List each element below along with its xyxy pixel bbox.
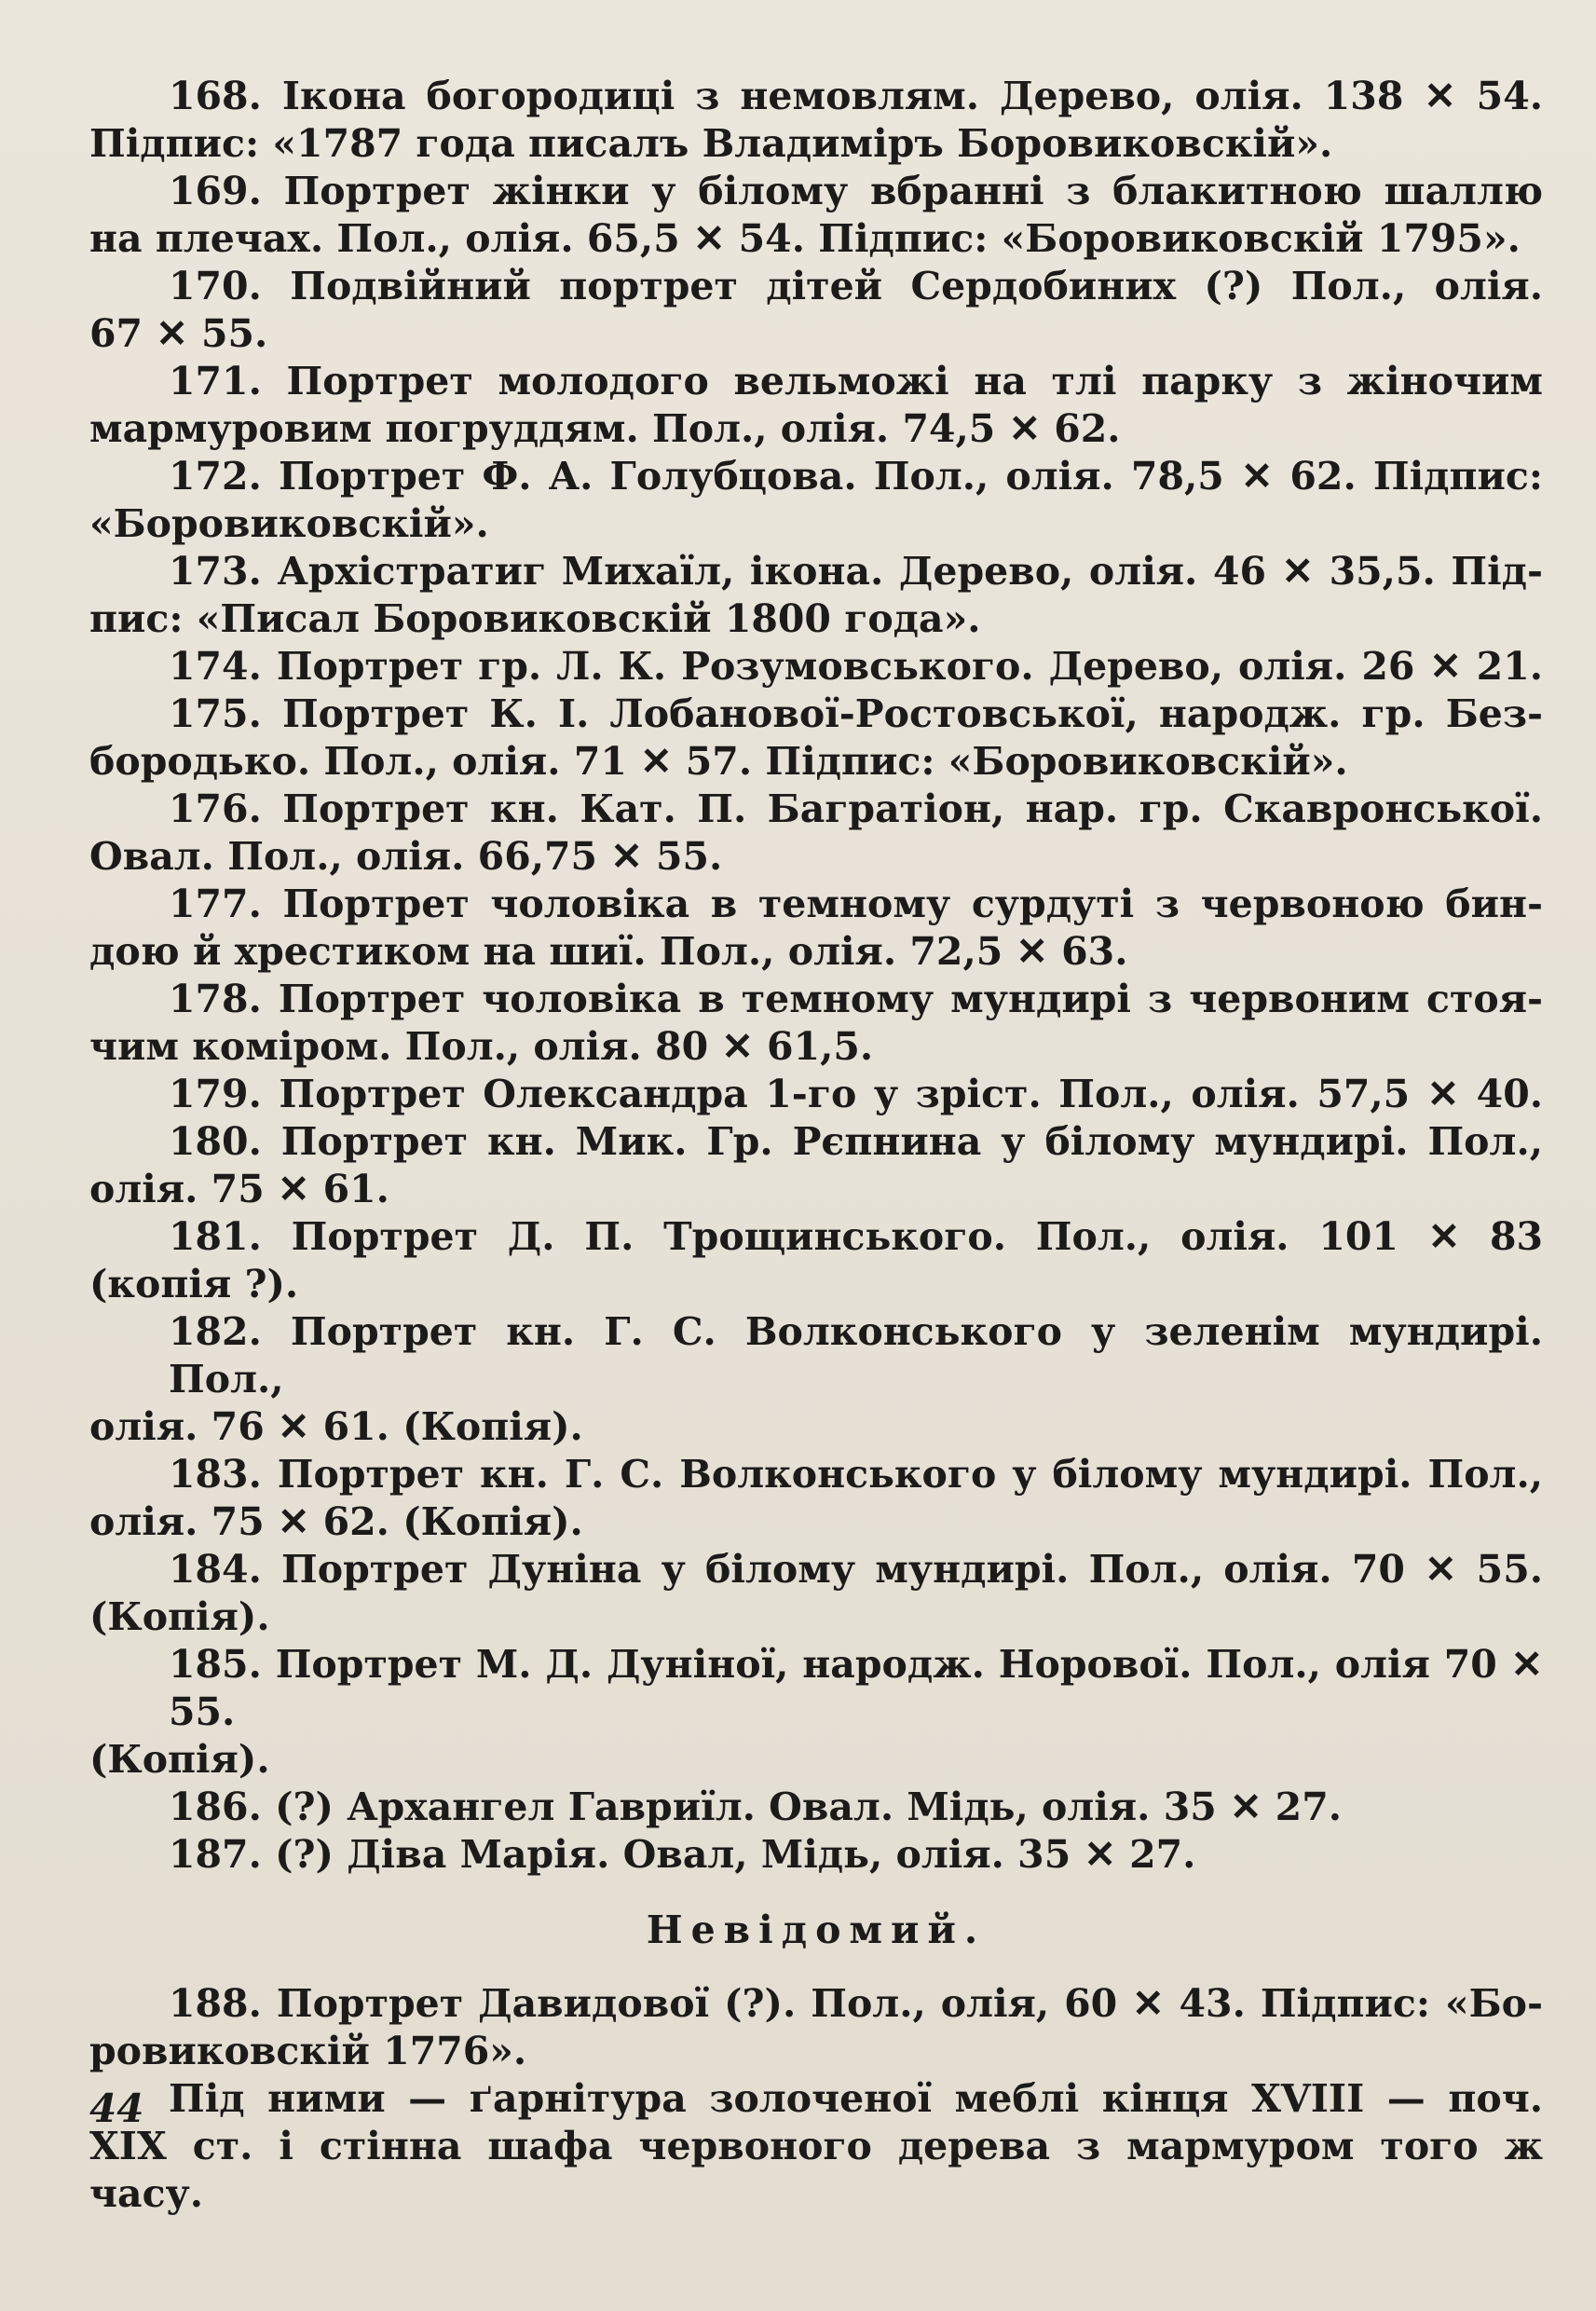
entry-line: 180. Портрет кн. Мик. Гр. Рєпнина у білому мундирі. Пол., bbox=[169, 1119, 1543, 1164]
catalog-entry-186 bbox=[89, 1784, 1543, 1831]
entry-line: 186. (?) Архангел Гавриїл. Овал. Мідь, олія. 35 ✕ 27. bbox=[169, 1785, 1343, 1829]
entry-line: (Копія). bbox=[89, 1737, 270, 1782]
entry-line: 168. Ікона богородиці з немовлям. Дерево, олія. 138 ✕ 54. bbox=[169, 74, 1543, 118]
entry-line: «Боровиковскiй». bbox=[89, 501, 489, 546]
entry-line: Овал. Пол., олія. 66,75 ✕ 55. bbox=[89, 834, 723, 879]
catalog-entry-180 bbox=[89, 1118, 1543, 1213]
entry-line: 169. Портрет жінки у білому вбранні з блакитною шаллю bbox=[169, 169, 1543, 213]
catalog-entry-187 bbox=[89, 1831, 1543, 1879]
entry-line: 188. Портрет Давидової (?). Пол., олія, 60 ✕ 43. Підпис: «Бо- bbox=[169, 1981, 1543, 2026]
entry-line: ровиковскiй 1776». bbox=[89, 2029, 527, 2073]
entry-line: олія. 76 ✕ 61. (Копія). bbox=[89, 1404, 583, 1449]
catalog-entry-172 bbox=[89, 453, 1543, 548]
catalog-entry-178 bbox=[89, 976, 1543, 1071]
section-heading: Невідомий. bbox=[646, 1908, 987, 1952]
entry-line: 187. (?) Діва Марія. Овал, Мідь, олія. 35 ✕ 27. bbox=[169, 1832, 1196, 1877]
catalog-entry-184 bbox=[89, 1546, 1543, 1641]
catalog-entry-177 bbox=[89, 881, 1543, 976]
closing-paragraph bbox=[89, 2075, 1543, 2218]
catalog-entry-182 bbox=[89, 1308, 1543, 1451]
entry-line: мармуровим погруддям. Пол., олія. 74,5 ✕ 62. bbox=[89, 406, 1121, 451]
entry-line: олія. 75 ✕ 61. bbox=[89, 1167, 389, 1211]
catalog-entry-170 bbox=[89, 263, 1543, 358]
entry-line: 183. Портрет кн. Г. С. Волконського у білому мундирі. Пол., bbox=[169, 1452, 1543, 1497]
catalog-entry-183 bbox=[89, 1451, 1543, 1546]
entry-line: 179. Портрет Олександра 1-го у зріст. Пол., олія. 57,5 ✕ 40. bbox=[169, 1072, 1543, 1116]
catalog-entry-185 bbox=[89, 1641, 1543, 1784]
entry-line: дою й хрестиком на шиї. Пол., олія. 72,5 ✕ 63. bbox=[89, 929, 1128, 974]
entry-line: бородько. Пол., олія. 71 ✕ 57. Підпис: «Боровиковскiй». bbox=[89, 739, 1348, 784]
entry-line: 185. Портрет М. Д. Дуніної, народж. Норової. Пол., олія 70 ✕ 55. bbox=[169, 1642, 1543, 1734]
entry-line: олія. 75 ✕ 62. (Копія). bbox=[89, 1499, 583, 1544]
entry-line: 182. Портрет кн. Г. С. Волконського у зеленім мундирі. Пол., bbox=[169, 1309, 1543, 1402]
catalog-entry-171 bbox=[89, 358, 1543, 453]
closing-line: Під ними — ґарнітура золоченої меблі кінця XVIII — поч. bbox=[169, 2076, 1543, 2121]
catalog-entry-175 bbox=[89, 691, 1543, 786]
entry-line: 177. Портрет чоловіка в темному сурдуті з червоною бин- bbox=[169, 882, 1543, 926]
entry-line: 176. Портрет кн. Кат. П. Багратіон, нар. гр. Скавронської. bbox=[169, 786, 1543, 831]
entry-line: (Копія). bbox=[89, 1594, 270, 1639]
catalog-entry-181 bbox=[89, 1213, 1543, 1308]
entry-line: 175. Портрет К. І. Лобанової-Ростовської, народж. гр. Без- bbox=[169, 691, 1543, 736]
catalog-entry-176 bbox=[89, 786, 1543, 881]
catalog-entry-168 bbox=[89, 73, 1543, 168]
entry-line: (копія ?). bbox=[89, 1262, 299, 1306]
page-number: 44 bbox=[89, 2085, 144, 2131]
catalog-entry-173 bbox=[89, 548, 1543, 643]
entry-line: 174. Портрет гр. Л. К. Розумовського. Дерево, олія. 26 ✕ 21. bbox=[169, 644, 1543, 689]
entry-line: 184. Портрет Дуніна у білому мундирі. Пол., олія. 70 ✕ 55. bbox=[169, 1547, 1543, 1592]
catalog-entry-188 bbox=[89, 1980, 1543, 2075]
entry-line: пис: «Писал Боровиковскiй 1800 года». bbox=[89, 596, 981, 641]
entry-line: Підпис: «1787 года писалъ Владимiръ Боровиковскiй». bbox=[89, 121, 1333, 166]
entry-line: 178. Портрет чоловіка в темному мундирі з червоним стоя- bbox=[169, 977, 1543, 1021]
catalog-entry-169 bbox=[89, 168, 1543, 263]
catalog-entry-179 bbox=[89, 1071, 1543, 1118]
entry-line: 171. Портрет молодого вельможі на тлі парку з жіночим bbox=[169, 359, 1543, 403]
entry-line: чим коміром. Пол., олія. 80 ✕ 61,5. bbox=[89, 1024, 874, 1069]
closing-line: часу. bbox=[89, 2171, 204, 2216]
entry-line: 172. Портрет Ф. А. Голубцова. Пол., олія. 78,5 ✕ 62. Підпис: bbox=[169, 454, 1543, 499]
catalog-entry-174 bbox=[89, 643, 1543, 691]
entry-line: 67 ✕ 55. bbox=[89, 311, 268, 356]
entry-line: 170. Подвійний портрет дітей Сердобиних (?) Пол., олія. bbox=[169, 264, 1543, 308]
entry-line: 173. Архістратиг Михаїл, ікона. Дерево, олія. 46 ✕ 35,5. Під- bbox=[169, 549, 1543, 594]
entry-line: на плечах. Пол., олія. 65,5 ✕ 54. Підпис: «Боровиковскiй 1795». bbox=[89, 216, 1521, 261]
closing-line: XIX ст. і стінна шафа червоного дерева з мармуром того ж bbox=[89, 2124, 1543, 2168]
catalog-text bbox=[89, 73, 1543, 2218]
entry-line: 181. Портрет Д. П. Трощинського. Пол., олія. 101 ✕ 83 bbox=[169, 1214, 1543, 1259]
